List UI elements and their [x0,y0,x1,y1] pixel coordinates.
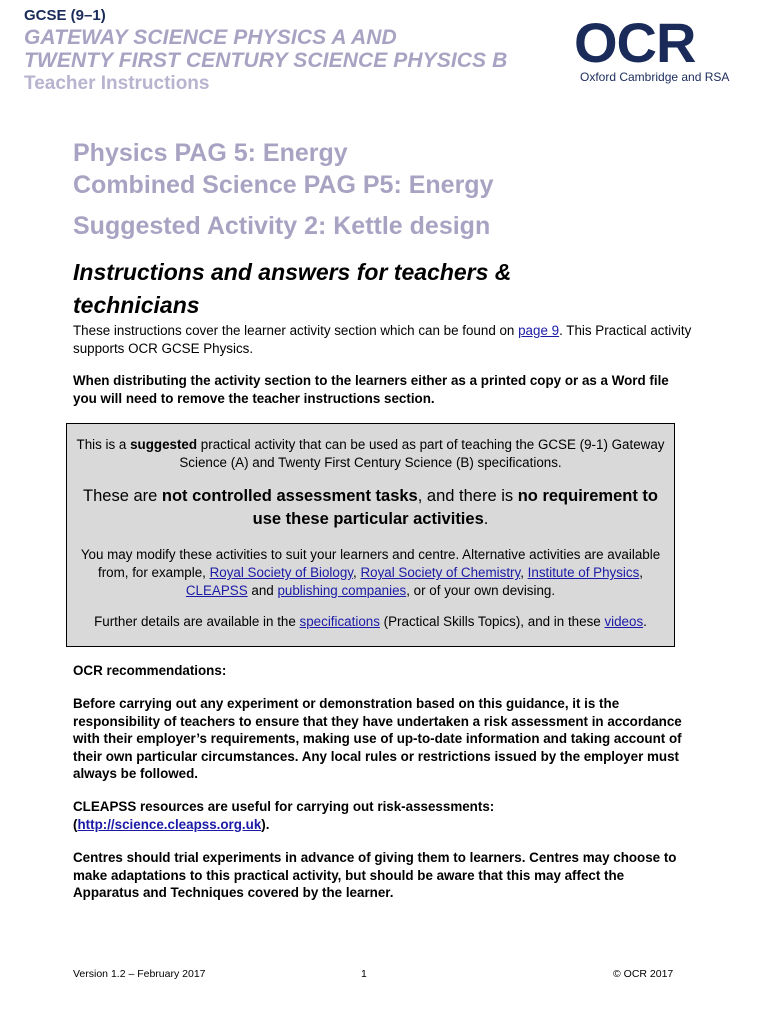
trial-paragraph: Centres should trial experiments in advance of giving them to learners. Centres may choose to make adaptations to this practical activity, but should be aware that this may affect the Apparatus and Techniques covered by the learner. [73,850,677,900]
videos-link[interactable]: videos [604,614,644,629]
activity-title: Suggested Activity 2: Kettle design [73,212,491,240]
cleapss-paragraph: CLEAPSS resources are useful for carrying out risk-assessments: (http://science.cleapss.org.uk). [73,799,495,832]
combined-pag-title: Combined Science PAG P5: Energy [73,171,494,199]
specification-title-line-2: TWENTY FIRST CENTURY SCIENCE PHYSICS B [24,49,508,72]
notice-alternatives-text: You may modify these activities to suit your learners and centre. Alternative activities are available from, for example, Royal Society of Biology, Royal Society of Chemistry, Institute of Physics, CLEAPSS and publishing companies, or of your own devising. [80,547,661,598]
distribution-note: When distributing the activity section to the learners either as a printed copy or as a Word file you will need to remove the teacher instructions section. [73,373,669,406]
notice-suggested-text: This is a suggested practical activity that can be used as part of teaching the GCSE (9-1) Gateway Science (A) and Twenty First Century Science (B) specifications. [76,437,665,470]
footer-page-number: 1 [361,968,367,980]
qualification-label: GCSE (9–1) [24,7,106,24]
notice-box [66,423,675,647]
ocr-logo [574,11,739,92]
royal-society-biology-link[interactable]: Royal Society of Biology [209,565,353,580]
cleapss-link[interactable]: CLEAPSS [185,583,248,598]
intro-paragraph: These instructions cover the learner activity section which can be found on page 9. This Practical activity supports OCR GCSE Physics. [73,323,692,356]
recommendations-heading: OCR recommendations: [73,663,227,678]
institute-of-physics-link[interactable]: Institute of Physics [527,565,640,580]
ocr-logo-wordmark: OCR [574,11,696,74]
notice-not-controlled-text: These are not controlled assessment tasks, and there is no requirement to use these particular activities. [83,487,658,528]
pag-title: Physics PAG 5: Energy [73,139,348,167]
document-type-label: Teacher Instructions [24,73,210,94]
instructions-heading: Instructions and answers for teachers & technicians [73,259,512,318]
publishing-companies-link[interactable]: publishing companies [277,583,407,598]
specification-title-line-1: GATEWAY SCIENCE PHYSICS A AND [24,26,397,49]
royal-society-chemistry-link[interactable]: Royal Society of Chemistry [360,565,521,580]
specifications-link[interactable]: specifications [299,614,380,629]
cleapss-url-link[interactable]: http://science.cleapss.org.uk [77,816,262,832]
page-9-link[interactable]: page 9 [518,323,560,338]
notice-further-details-text: Further details are available in the specifications (Practical Skills Topics), and in these videos. [94,614,647,629]
ocr-logo-subtitle: Oxford Cambridge and RSA [580,70,730,84]
footer-version: Version 1.2 – February 2017 [73,968,206,980]
risk-assessment-paragraph: Before carrying out any experiment or demonstration based on this guidance, it is the responsibility of teachers to ensure that they have undertaken a risk assessment in accordance with their employer’s requirements, making use of up-to-date information and taking account of their own particular circumstances. Any local rules or restrictions issued by the employer must always be followed. [73,696,682,781]
footer-copyright: © OCR 2017 [613,968,674,980]
